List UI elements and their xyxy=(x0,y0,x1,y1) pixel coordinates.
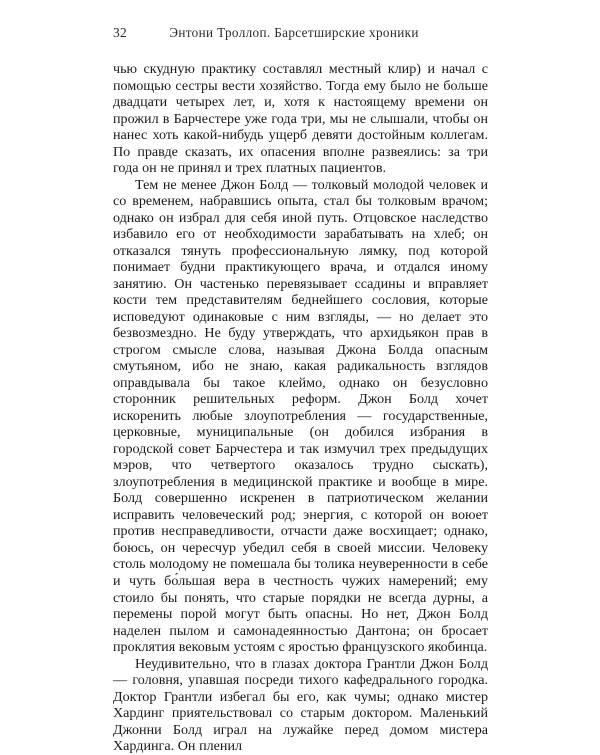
paragraph: чью скудную практику составлял местный клир) и начал с помощью сестры вести хозяйство. Тогда ему было не больше двадцати четырех лет, и, хотя к настоящему времени он прожил в Барчестере уже года три, мы не слышали, чтобы он нанес хоть какой-нибудь ущерб девяти достойным коллегам. По правде сказать, их опасения вполне развеялись: за три года он не принял и трех платных пациентов. xyxy=(113,61,488,177)
paragraph: Тем не менее Джон Болд — толковый молодой человек и со временем, набравшись опыта, стал бы толковым врачом; однако он избрал для себя иной путь. Отцовское наследство избавило его от необходимости зарабатывать на хлеб; он отказался тянуть профессиональную лямку, под которой понимает будни практикующего врача, и отдался иному занятию. Он частенько перевязывает ссадины и вправляет кости тем представителям беднейшего сословия, которые исповедуют одинаковые с ним взгляды, — но делает это безвозмездно. Не буду утверждать, что архидьякон прав в строгом смысле слова, называя Джона Болда опасным смутьяном, ибо не знаю, какая радикальность взглядов оправдывала бы такое клеймо, однако он безусловно сторонник решительных реформ. Джон Болд хочет искоренить любые злоупотребления — государственные, церковные, муниципальные (он добился избрания в городской совет Барчестера и так измучил трех предыдущих мэров, что четвертого оказалось трудно сыскать), злоупотребления в медицинской практике и вообще в мире. Болд совершенно искренен в патриотическом желании исправить человеческий род; энергия, с которой он воюет против несправедливости, отчасти даже восхищает; однако, боюсь, он чересчур убедил себя в своей миссии. Человеку столь молодому не помешала бы толика неуверенности в себе и чуть бо́льшая вера в честность чужих намерений; ему стоило бы понять, что старые порядки не всегда дурны, а перемены порой могут быть опасны. Но нет, Джон Болд наделен пылом и самонадеянностью Дантона; он бросает проклятия вековым устоям с яростью французского якобинца. xyxy=(113,176,488,656)
page-number: 32 xyxy=(113,25,128,40)
text-block xyxy=(113,61,488,755)
running-title: Энтони Троллоп. Барсетширские хроники xyxy=(169,25,419,40)
paragraph: Неудивительно, что в глазах доктора Грантли Джон Болд — головня, упавшая посреди тихого кафедрального городка. Доктор Грантли избегал бы его, как чумы; однако мистер Хардинг приятельствовал со старым доктором. Маленький Джонни Болд играл на лужайке перед домом мистера Хардинга. Он пленил xyxy=(113,655,488,755)
running-header xyxy=(113,26,487,44)
